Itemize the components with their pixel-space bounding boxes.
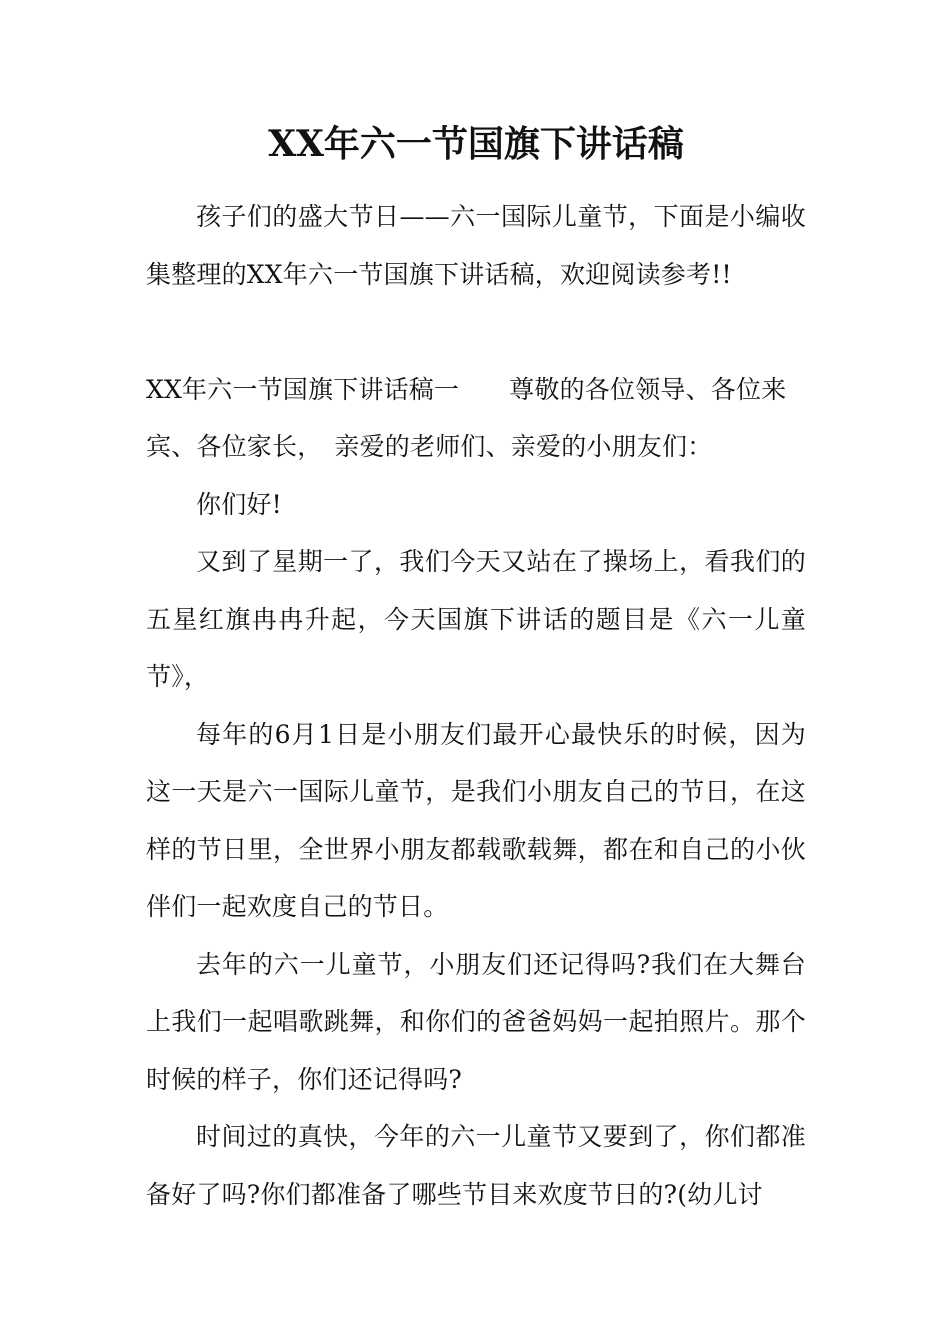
paragraph-june-first: 每年的6月1日是小朋友们最开心最快乐的时候，因为这一天是六一国际儿童节，是我们小朋友自己的节日，在这样的节日里，全世界小朋友都载歌载舞，都在和自己的小伙伴们一起欢度自己的节日。: [146, 719, 806, 921]
paragraph-last-year: 去年的六一儿童节，小朋友们还记得吗?我们在大舞台上我们一起唱歌跳舞，和你们的爸爸妈妈一起拍照片。那个时候的样子，你们还记得吗?: [146, 949, 806, 1094]
document-body: [146, 188, 806, 1223]
salutation-part2: 亲爱的老师们、亲爱的小朋友们：: [334, 432, 713, 461]
section-heading-line: [146, 361, 806, 476]
paragraph-this-year: 时间过的真快，今年的六一儿童节又要到了，你们都准备好了吗?你们都准备了哪些节目来欢度节日的?(幼儿讨: [146, 1122, 806, 1209]
section-heading: XX年六一节国旗下讲话稿一: [146, 374, 460, 404]
blank-line: [146, 303, 806, 361]
document-title: XX年六一节国旗下讲话稿: [268, 123, 684, 165]
paragraph-monday: 又到了星期一了，我们今天又站在了操场上，看我们的五星红旗冉冉升起，今天国旗下讲话的题目是《六一儿童节》，: [146, 547, 806, 691]
salutation-part1: 尊敬的各位领导、各位来宾、各位家长，: [146, 374, 787, 461]
paragraph-greeting: 你们好!: [196, 489, 282, 519]
intro-paragraph: 孩子们的盛大节日——六一国际儿童节，下面是小编收集整理的XX年六一节国旗下讲话稿，欢迎阅读参考!!: [146, 202, 806, 289]
